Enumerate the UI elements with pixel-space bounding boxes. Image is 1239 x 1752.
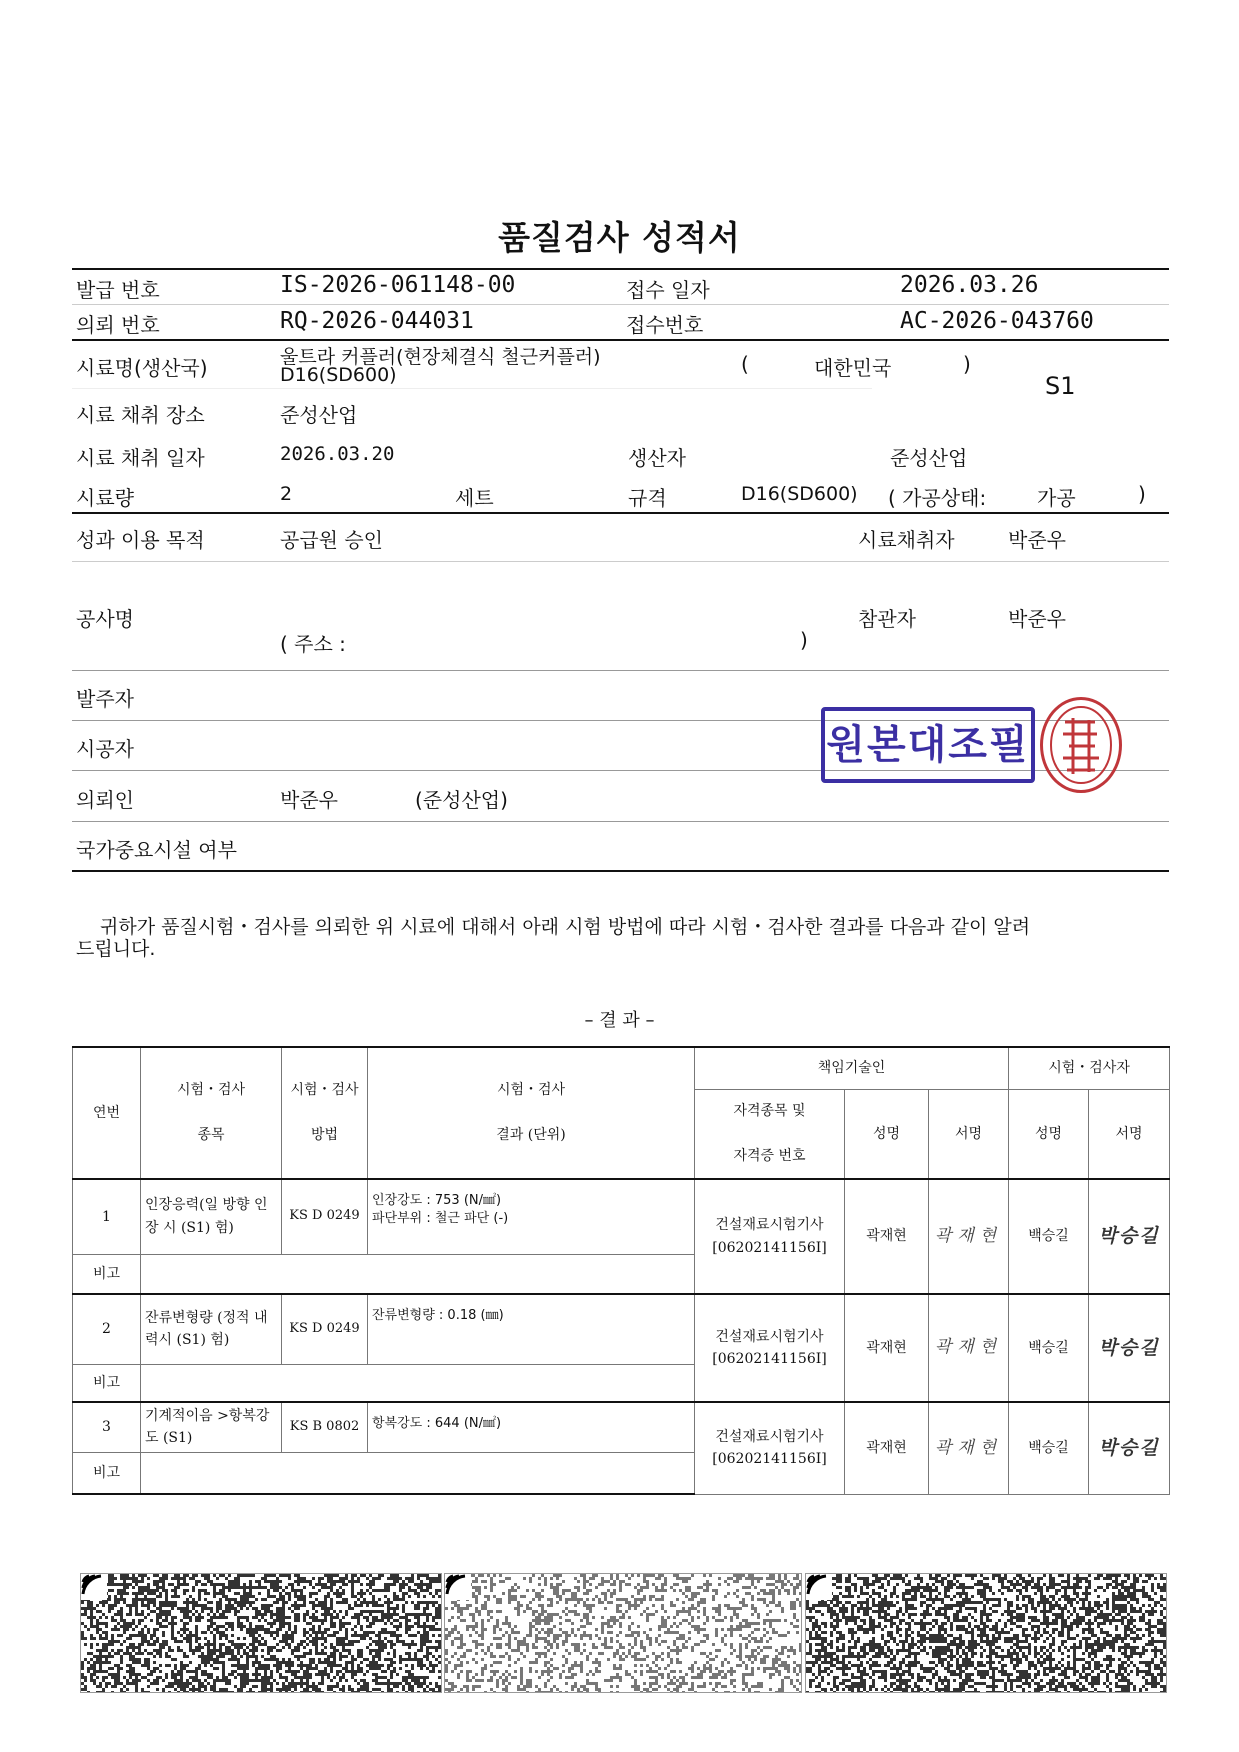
qty-label: 시료량 — [76, 486, 134, 510]
address-label: ( 주소 : — [280, 632, 346, 656]
sample-date-label: 시료 채취 일자 — [76, 446, 205, 470]
header-result: 시험・검사 결과 (단위) — [368, 1047, 695, 1179]
spec: D16(SD600) — [741, 483, 858, 505]
row-method: KS D 0249 — [282, 1179, 368, 1254]
row-inspector-name: 백승길 — [1009, 1179, 1089, 1294]
barcode-pattern — [806, 1574, 1166, 1692]
header-engineer-sign: 서명 — [929, 1089, 1009, 1179]
purpose: 공급원 승인 — [280, 528, 383, 552]
notice-line1: 귀하가 품질시험・검사를 의뢰한 위 시료에 대해서 아래 시험 방법에 따라 시험・검사한 결과를 다음과 같이 알려 — [100, 916, 1031, 938]
request-no-label: 의뢰 번호 — [76, 313, 160, 337]
receipt-date-label: 접수 일자 — [626, 278, 710, 302]
project-label: 공사명 — [76, 607, 134, 631]
red-seal-icon — [1040, 697, 1122, 793]
barcode-pattern — [81, 1574, 441, 1692]
receipt-no: AC-2026-043760 — [900, 308, 1094, 334]
remark-value — [141, 1452, 695, 1494]
remark-value — [141, 1254, 695, 1294]
row-result: 잔류변형량 : 0.18 (㎜) — [368, 1294, 695, 1364]
country: 대한민국 — [814, 356, 892, 380]
observer-label: 참관자 — [858, 607, 916, 631]
divider — [72, 561, 1169, 562]
header-engineer-name: 성명 — [845, 1089, 929, 1179]
row-inspector-name: 백승길 — [1009, 1402, 1089, 1494]
inspector-signature: 박승길 — [1089, 1402, 1170, 1494]
document-title: 품질검사 성적서 — [498, 218, 741, 257]
header-qualification: 자격종목 및 자격증 번호 — [695, 1089, 845, 1179]
row-engineer-name: 곽재현 — [845, 1179, 929, 1294]
row-method: KS B 0802 — [282, 1402, 368, 1452]
purpose-label: 성과 이용 목적 — [76, 528, 205, 552]
table-row — [73, 1179, 1170, 1254]
row-engineer-name: 곽재현 — [845, 1402, 929, 1494]
row-no: 3 — [73, 1402, 141, 1452]
remark-label: 비고 — [73, 1254, 141, 1294]
sample-place-label: 시료 채취 장소 — [76, 403, 205, 427]
spec-label: 규격 — [628, 486, 667, 510]
contractor-label: 시공자 — [76, 737, 134, 761]
header-inspector-sign: 서명 — [1089, 1089, 1170, 1179]
notice-line2: 드립니다. — [76, 938, 156, 960]
original-copy-stamp: 원본대조필 — [821, 707, 1035, 783]
collector: 박준우 — [1008, 528, 1066, 552]
address-close: ) — [800, 628, 808, 652]
remark-label: 비고 — [73, 1364, 141, 1402]
country-close: ) — [963, 352, 971, 376]
header-no: 연번 — [73, 1047, 141, 1179]
national-facility-label: 국가중요시설 여부 — [76, 838, 237, 862]
divider — [72, 821, 1169, 822]
security-barcode-3 — [805, 1573, 1167, 1693]
security-barcode-2 — [444, 1573, 802, 1693]
sample-date: 2026.03.20 — [280, 443, 395, 465]
orderer-label: 발주자 — [76, 687, 134, 711]
client: 박준우 — [280, 788, 338, 812]
row-inspector-name: 백승길 — [1009, 1294, 1089, 1402]
header-inspector-name: 성명 — [1009, 1089, 1089, 1179]
inspector-signature: 박승길 — [1089, 1179, 1170, 1294]
header-item: 시험・검사 종목 — [141, 1047, 282, 1179]
qty-unit: 세트 — [455, 486, 494, 510]
engineer-signature: 곽재현 — [929, 1294, 1009, 1402]
sample-name-line2: D16(SD600) — [280, 364, 397, 386]
qty: 2 — [280, 483, 293, 505]
receipt-no-label: 접수번호 — [626, 313, 704, 337]
divider — [72, 670, 1169, 671]
process-label: ( 가공상태: — [888, 486, 987, 510]
row-engineer-name: 곽재현 — [845, 1294, 929, 1402]
header-inspector: 시험・검사자 — [1009, 1047, 1170, 1089]
table-row — [73, 1402, 1170, 1452]
row-method: KS D 0249 — [282, 1294, 368, 1364]
issue-no-label: 발급 번호 — [76, 278, 160, 302]
header-engineer: 책임기술인 — [695, 1047, 1009, 1089]
client-label: 의뢰인 — [76, 788, 134, 812]
divider — [72, 512, 1169, 514]
row-result: 항복강도 : 644 (N/㎟) — [368, 1402, 695, 1452]
row-item: 인장응력(일 방향 인장 시 (S1) 험) — [141, 1179, 282, 1254]
observer: 박준우 — [1008, 607, 1066, 631]
sample-name-label: 시료명(생산국) — [76, 356, 208, 380]
country-open: ( — [741, 352, 749, 376]
process: 가공 — [1037, 486, 1076, 510]
issue-no: IS-2026-061148-00 — [280, 272, 516, 298]
row-no: 2 — [73, 1294, 141, 1364]
collector-label: 시료채취자 — [858, 528, 955, 552]
receipt-date: 2026.03.26 — [900, 272, 1039, 298]
sample-code: S1 — [1045, 372, 1076, 400]
results-table-wrapper — [72, 1046, 1169, 1502]
row-item: 잔류변형량 (정적 내력시 (S1) 험) — [141, 1294, 282, 1364]
producer: 준성산업 — [890, 446, 968, 470]
row-qualification: 건설재료시험기사 [06202141156I] — [695, 1294, 845, 1402]
producer-label: 생산자 — [628, 446, 686, 470]
header-method: 시험・검사 방법 — [282, 1047, 368, 1179]
sample-place: 준성산업 — [280, 403, 358, 427]
barcode-pattern — [445, 1574, 801, 1692]
results-heading: – 결 과 – — [584, 1010, 655, 1031]
sample-name-line1: 울트라 커플러(현장체결식 철근커플러) — [280, 346, 601, 368]
row-no: 1 — [73, 1179, 141, 1254]
remark-value — [141, 1364, 695, 1402]
client-company: (준성산업) — [415, 788, 508, 812]
remark-label: 비고 — [73, 1452, 141, 1494]
inspector-signature: 박승길 — [1089, 1294, 1170, 1402]
security-barcode-1 — [80, 1573, 442, 1693]
divider — [72, 870, 1169, 872]
row-item: 기계적이음 >항복강도 (S1) — [141, 1402, 282, 1452]
row-result: 인장강도 : 753 (N/㎟) 파단부위 : 철근 파단 (-) — [368, 1179, 695, 1254]
divider — [72, 304, 1169, 305]
divider — [72, 268, 1169, 270]
row-qualification: 건설재료시험기사 [06202141156I] — [695, 1402, 845, 1494]
row-qualification: 건설재료시험기사 [06202141156I] — [695, 1179, 845, 1294]
table-row — [73, 1294, 1170, 1364]
engineer-signature: 곽재현 — [929, 1179, 1009, 1294]
divider — [72, 339, 1169, 341]
divider — [72, 388, 872, 389]
process-close: ) — [1138, 482, 1146, 506]
engineer-signature: 곽재현 — [929, 1402, 1009, 1494]
request-no: RQ-2026-044031 — [280, 308, 474, 334]
results-table — [72, 1046, 1170, 1495]
